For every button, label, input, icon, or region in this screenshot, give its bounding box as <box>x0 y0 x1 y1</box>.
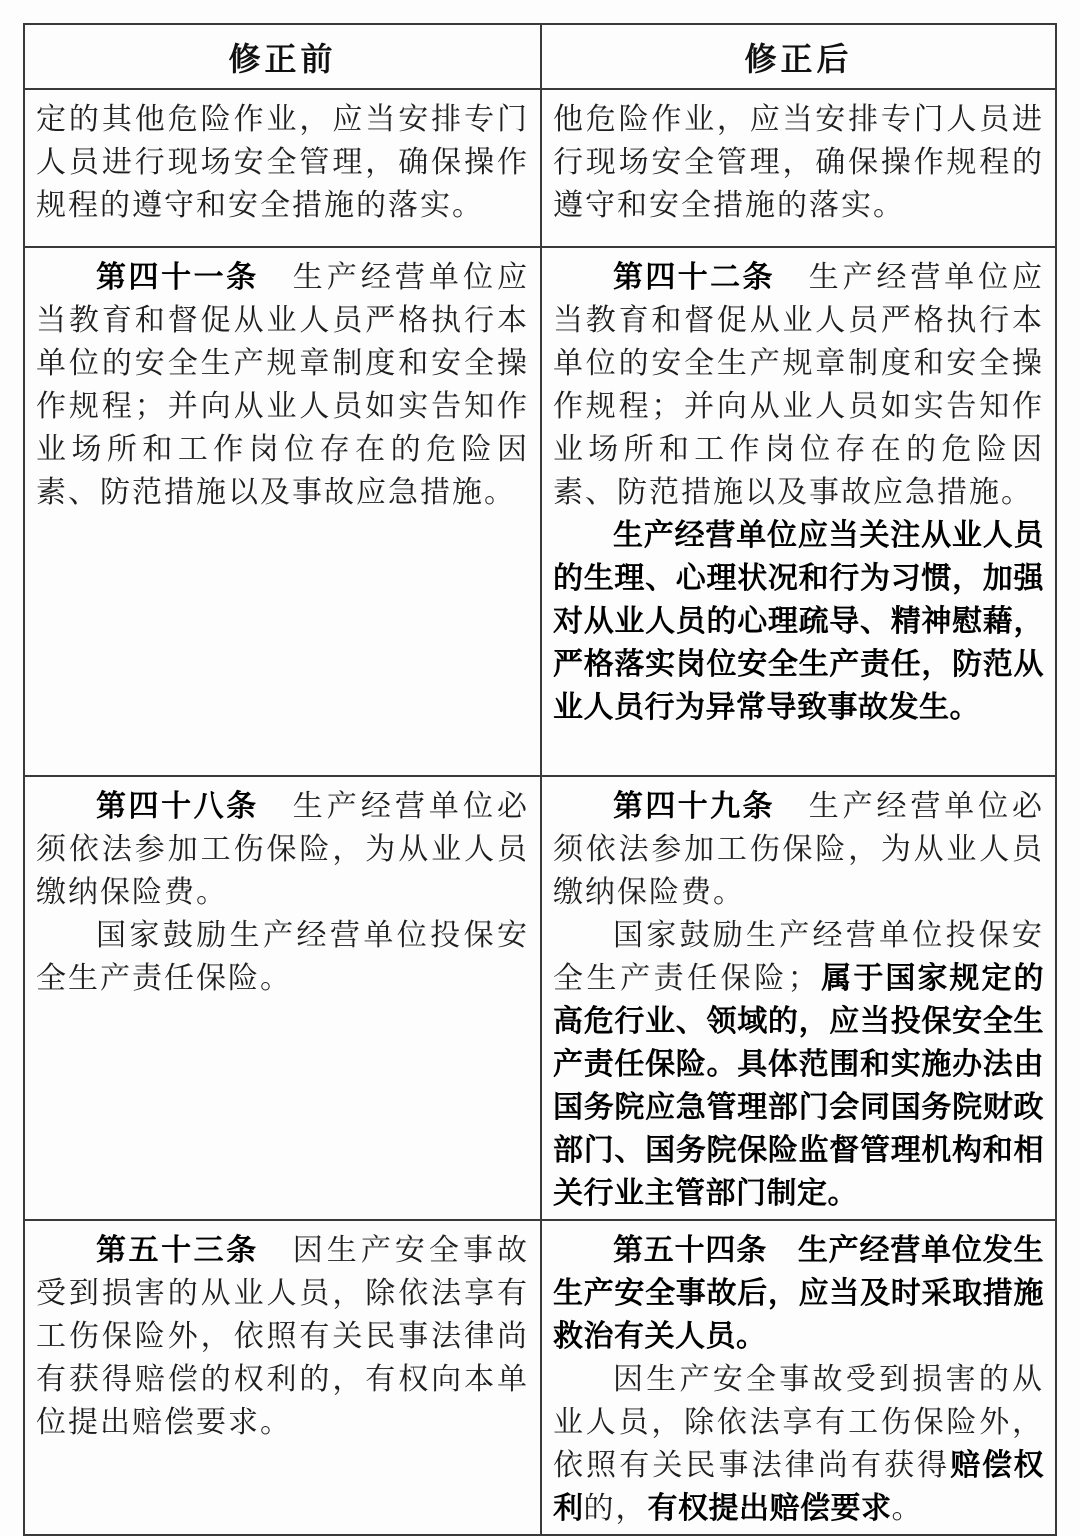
amended-text-segment: 第四十二条 <box>613 261 775 294</box>
paragraph <box>36 785 529 914</box>
amended-text-segment: 第四十八条 <box>96 790 259 823</box>
table-row <box>25 775 1055 1219</box>
cell-after-amendment <box>540 90 1055 246</box>
comparison-table <box>23 23 1057 1536</box>
cell-before-amendment <box>25 90 540 246</box>
paragraph <box>553 98 1044 227</box>
amended-text-segment: 属于国家规定的高危行业、领域的，应当投保安全生产责任保险。具体范围和实施办法由国务院应急管理部门会同国务院财政部门、国务院保险监督管理机构和相关行业主管部门制定。 <box>553 962 1044 1210</box>
amended-text-segment: 赔偿权利 <box>553 1449 1045 1525</box>
table-row <box>25 88 1055 246</box>
paragraph <box>36 1229 529 1444</box>
cell-after-amendment <box>540 777 1055 1219</box>
text-segment: 的， <box>583 1492 648 1525</box>
paragraph <box>36 256 529 514</box>
paragraph <box>553 1229 1044 1358</box>
paragraph <box>553 1358 1044 1530</box>
table-row <box>25 1219 1055 1534</box>
paragraph <box>553 914 1044 1215</box>
paragraph <box>553 514 1044 729</box>
text-segment: 因生产安全事故受到损害的从业人员，除依法享有工伤保险外，依照有关民事法律尚有获得赔偿的权利的，有权向本单位提出赔偿要求。 <box>36 1234 530 1439</box>
text-segment: 国家鼓励生产经营单位投保安全生产责任保险。 <box>36 919 529 995</box>
text-segment: 定的其他危险作业，应当安排专门人员进行现场安全管理，确保操作规程的遵守和安全措施的落实。 <box>36 103 529 222</box>
header-cell-after: 修正后 <box>540 25 1055 88</box>
text-segment: 因生产安全事故受到损害的从业人员，除依法享有工伤保险外，依照有关民事法律尚有获得 <box>553 1363 1044 1482</box>
text-segment: 生产经营单位必须依法参加工伤保险，为从业人员缴纳保险费。 <box>553 790 1044 909</box>
text-segment: 国家鼓励生产经营单位投保安全生产责任保险； <box>553 919 1044 995</box>
paragraph <box>553 785 1044 914</box>
text-segment: 他危险作业，应当安排专门人员进行现场安全管理，确保操作规程的遵守和安全措施的落实。 <box>553 103 1044 222</box>
paragraph <box>36 914 529 1000</box>
amended-text-segment: 有权提出赔偿要求 <box>647 1492 892 1525</box>
amended-text-segment: 第五十三条 <box>96 1234 259 1267</box>
text-segment: 生产经营单位必须依法参加工伤保险，为从业人员缴纳保险费。 <box>36 790 530 909</box>
cell-before-amendment <box>25 1221 540 1534</box>
cell-before-amendment <box>25 248 540 775</box>
paragraph <box>553 256 1044 514</box>
table-row <box>25 246 1055 775</box>
paragraph <box>36 98 529 227</box>
cell-before-amendment <box>25 777 540 1219</box>
text-segment: 生产经营单位应当教育和督促从业人员严格执行本单位的安全生产规章制度和安全操作规程；并向从业人员如实告知作业场所和工作岗位存在的危险因素、防范措施以及事故应急措施。 <box>36 261 530 509</box>
header-cell-before: 修正前 <box>228 40 337 77</box>
cell-after-amendment <box>540 248 1055 775</box>
amended-text-segment: 生产经营单位应当关注从业人员的生理、心理状况和行为习惯，加强对从业人员的心理疏导、精神慰藉，严格落实岗位安全生产责任，防范从业人员行为异常导致事故发生。 <box>553 519 1044 724</box>
text-segment: 生产经营单位应当教育和督促从业人员严格执行本单位的安全生产规章制度和安全操作规程；并向从业人员如实告知作业场所和工作岗位存在的危险因素、防范措施以及事故应急措施。 <box>553 261 1044 509</box>
text-segment: 。 <box>891 1492 924 1525</box>
table-header-row <box>25 25 1055 88</box>
amended-text-segment: 第五十四条 生产经营单位发生生产安全事故后，应当及时采取措施救治有关人员。 <box>553 1234 1044 1353</box>
cell-after-amendment <box>540 1221 1055 1534</box>
amended-text-segment: 第四十一条 <box>96 261 259 294</box>
amended-text-segment: 第四十九条 <box>613 790 775 823</box>
